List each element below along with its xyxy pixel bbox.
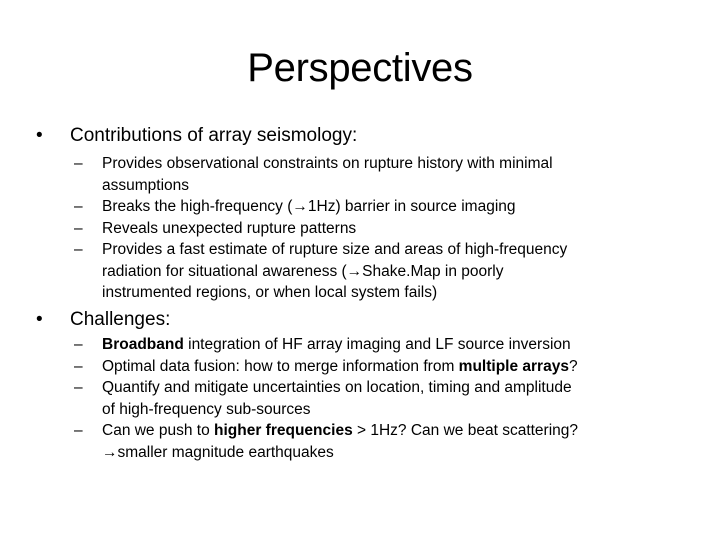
sub-bullet-dash: – — [74, 155, 83, 172]
sub-bullet-dash: – — [74, 336, 83, 353]
sub-bullet-dash: – — [74, 198, 83, 215]
sub-bullet-line — [102, 153, 684, 175]
sub-bullet-line — [102, 399, 684, 421]
sublist-challenges — [74, 334, 684, 463]
sub-bullet-line — [102, 377, 684, 399]
text-run: integration of HF array imaging and LF source inversion — [183, 336, 571, 353]
emphasized-text: multiple arrays — [458, 357, 569, 375]
sub-bullet-item — [74, 356, 684, 378]
sub-bullet-item — [74, 334, 684, 356]
slide-title: Perspectives — [247, 46, 473, 90]
text-run: instrumented regions, or when local system fails) — [102, 284, 438, 301]
text-run: Breaks the high-frequency (→1Hz) barrier in source imaging — [102, 198, 516, 215]
bullet-heading-contributions: Contributions of array seismology: — [70, 125, 358, 146]
sub-bullet-line — [102, 196, 684, 218]
sub-bullet-item — [74, 218, 684, 240]
bullet-heading-challenges: Challenges: — [70, 309, 171, 330]
sub-bullet-item — [74, 420, 684, 463]
text-run: radiation for situational awareness (→Shake.Map in poorly — [102, 262, 504, 280]
sub-bullet-dash: – — [74, 422, 83, 439]
sub-bullet-dash: – — [74, 357, 83, 375]
sub-bullet-line — [102, 261, 684, 283]
bullet-dot: • — [36, 125, 43, 146]
text-run: Reveals unexpected rupture patterns — [102, 219, 357, 237]
sub-bullet-dash: – — [74, 241, 83, 258]
text-run: Optimal data fusion: how to merge information from — [102, 357, 459, 375]
sub-bullet-item — [74, 239, 684, 304]
sub-bullet-line — [102, 218, 684, 240]
sub-bullet-line — [102, 442, 684, 464]
sub-bullet-item — [74, 196, 684, 218]
sub-bullet-line — [102, 239, 684, 261]
sub-bullet-dash: – — [74, 219, 83, 237]
text-run: Provides a fast estimate of rupture size and areas of high-frequency — [102, 241, 568, 258]
text-run: Can we push to — [102, 422, 215, 439]
text-run: Provides observational constraints on rupture history with minimal — [102, 155, 553, 172]
sublist-contributions — [74, 153, 684, 304]
text-run: of high-frequency sub-sources — [102, 400, 311, 418]
bullet-dot: • — [36, 309, 43, 330]
emphasized-text: higher frequencies — [214, 422, 353, 439]
text-run: assumptions — [102, 176, 190, 194]
sub-bullet-line — [102, 334, 684, 356]
sub-bullet-line — [102, 175, 684, 197]
sub-bullet-line — [102, 420, 684, 442]
text-run: ? — [568, 357, 578, 375]
text-run: > 1Hz? Can we beat scattering? — [352, 422, 579, 439]
text-run: Quantify and mitigate uncertainties on location, timing and amplitude — [102, 379, 572, 396]
emphasized-text: Broadband — [102, 336, 184, 353]
sub-bullet-line — [102, 356, 684, 378]
text-run: →smaller magnitude earthquakes — [102, 443, 334, 461]
sub-bullet-line — [102, 282, 684, 304]
sub-bullet-item — [74, 377, 684, 420]
sub-bullet-dash: – — [74, 379, 83, 396]
sub-bullet-item — [74, 153, 684, 196]
